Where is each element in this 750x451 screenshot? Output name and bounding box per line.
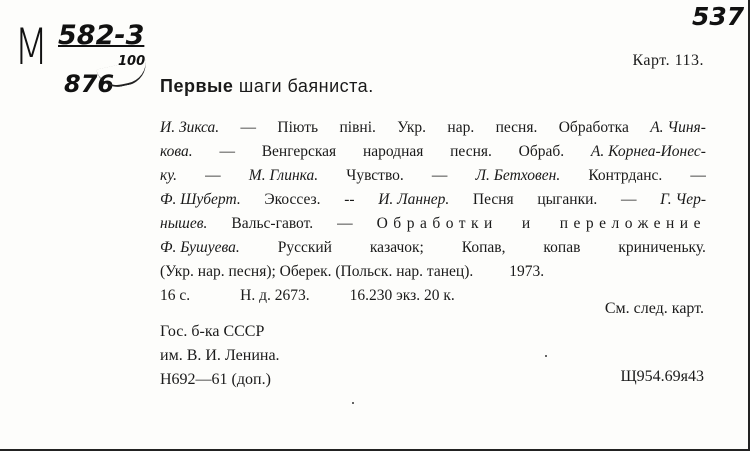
see-next-card: См. след. карт. xyxy=(604,300,704,317)
book-title xyxy=(160,76,374,97)
card-label: Карт. 113. xyxy=(632,52,704,69)
contents-line: ку. — М. Глинка. Чувство. — Л. Бетховен. Контрданс. — xyxy=(160,167,706,184)
contents-line: нышев. Вальс-гавот. — Обработки и переложение xyxy=(160,215,706,232)
classification-code: Щ954.69я43 xyxy=(620,368,704,385)
contents-line: Ф. Бушуева. Русский казачок; Копав, копав криниченьку. xyxy=(160,239,706,256)
contents-line: (Укр. нар. песня); Оберек. (Польск. нар. танец). 1973. xyxy=(160,263,545,280)
speck xyxy=(352,402,354,404)
speck xyxy=(545,355,547,357)
library-line1: Гос. б-ка СССР xyxy=(160,323,265,340)
handwritten-shelf-bottom: 876 xyxy=(64,70,115,98)
title-rest: шаги баяниста. xyxy=(238,76,374,96)
contents-line: Ф. Шуберт. Экоссез. -- И. Ланнер. Песня цыганки. — Г. Чер- xyxy=(160,191,706,208)
handwritten-card-number: 537 xyxy=(692,2,745,31)
contents-block xyxy=(160,116,706,308)
handwritten-shelf-top: 582-3 xyxy=(58,20,145,51)
contents-line: кова. — Венгерская народная песня. Обраб. А. Корнеа-Ионес- xyxy=(160,143,706,160)
library-code: Н692—61 (доп.) xyxy=(160,371,271,388)
title-bold: Первые xyxy=(160,76,234,96)
contents-line: И. Зикса. — Піють півні. Укр. нар. песня. Обработка А. Чиня- xyxy=(160,119,706,136)
contents-line: 16 с. Н. д. 2673. 16.230 экз. 20 к. xyxy=(160,287,455,304)
handwritten-superscript: 100 xyxy=(118,54,146,69)
library-block xyxy=(160,320,280,392)
handwritten-letter: М xyxy=(14,18,47,76)
library-line2: им. В. И. Ленина. xyxy=(160,347,280,364)
